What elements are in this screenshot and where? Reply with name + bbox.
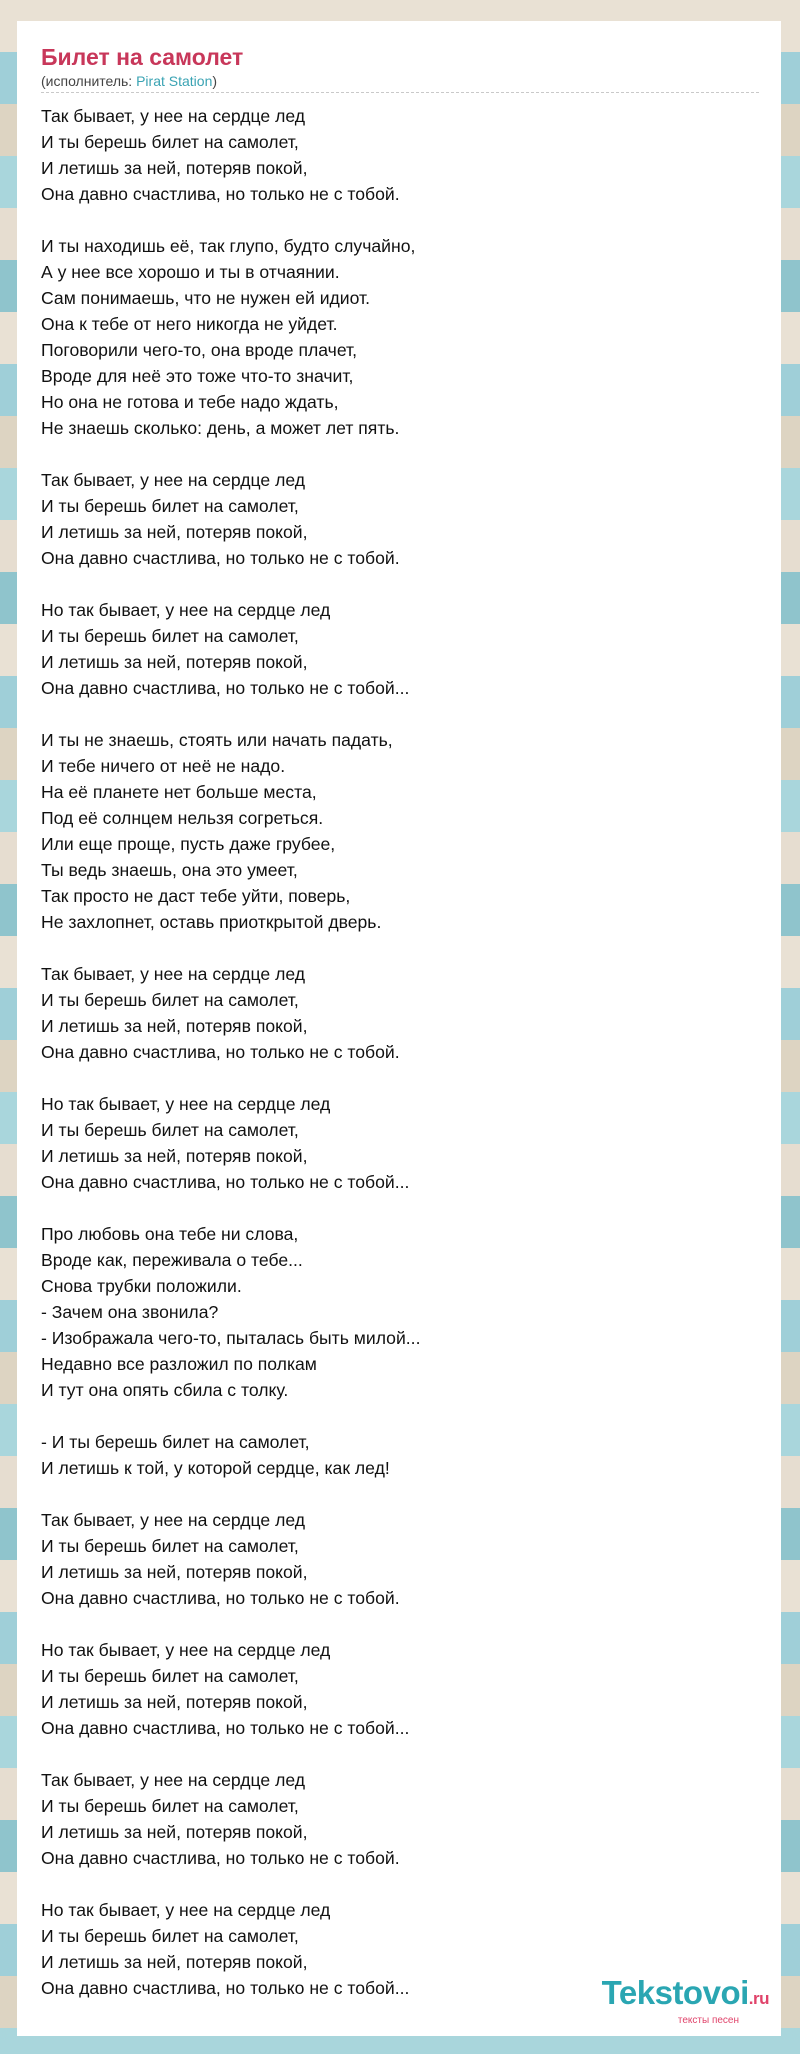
lyrics-line: И ты берешь билет на самолет, bbox=[41, 990, 299, 1010]
lyrics-stanza bbox=[41, 233, 761, 441]
lyrics-line: Не захлопнет, оставь приоткрытой дверь. bbox=[41, 912, 382, 932]
lyrics-line: Под её солнцем нельзя согреться. bbox=[41, 808, 324, 828]
lyrics-line: И ты берешь билет на самолет, bbox=[41, 626, 299, 646]
lyrics-stanza bbox=[41, 727, 761, 935]
lyrics-line: Так бывает, у нее на сердце лед bbox=[41, 470, 306, 490]
lyrics-line: Она давно счастлива, но только не с тобой. bbox=[41, 1848, 400, 1868]
logo-name: Tekstovoi bbox=[601, 1974, 749, 2011]
logo-tld: .ru bbox=[748, 1989, 769, 2008]
lyrics-line: И тебе ничего от неё не надо. bbox=[41, 756, 286, 776]
lyrics-line: Она давно счастлива, но только не с тобой... bbox=[41, 678, 410, 698]
lyrics-line: И летишь за ней, потеряв покой, bbox=[41, 522, 308, 542]
artist-link[interactable]: Pirat Station bbox=[136, 73, 213, 89]
lyrics-stanza bbox=[41, 1091, 761, 1195]
lyrics-line: И летишь за ней, потеряв покой, bbox=[41, 1822, 308, 1842]
lyrics-line: Она давно счастлива, но только не с тобой... bbox=[41, 1978, 410, 1998]
lyrics-line: И летишь за ней, потеряв покой, bbox=[41, 158, 308, 178]
lyrics-line: Про любовь она тебе ни слова, bbox=[41, 1224, 299, 1244]
lyrics-line: Или еще проще, пусть даже грубее, bbox=[41, 834, 336, 854]
lyrics-stanza bbox=[41, 597, 761, 701]
lyrics-line: Она давно счастлива, но только не с тобой. bbox=[41, 1042, 400, 1062]
lyrics-line: - Зачем она звонила? bbox=[41, 1302, 219, 1322]
lyrics-line: Она давно счастлива, но только не с тобой. bbox=[41, 1588, 400, 1608]
lyrics-line: Ты ведь знаешь, она это умеет, bbox=[41, 860, 298, 880]
lyrics-line: И ты берешь билет на самолет, bbox=[41, 1666, 299, 1686]
lyrics-line: И ты не знаешь, стоять или начать падать, bbox=[41, 730, 393, 750]
lyrics-line: Сам понимаешь, что не нужен ей идиот. bbox=[41, 288, 371, 308]
lyrics-line: Но так бывает, у нее на сердце лед bbox=[41, 1900, 331, 1920]
lyrics-line: И ты берешь билет на самолет, bbox=[41, 132, 299, 152]
lyrics-line: И ты берешь билет на самолет, bbox=[41, 1536, 299, 1556]
lyrics-stanza bbox=[41, 1507, 761, 1611]
lyrics-card bbox=[17, 21, 781, 2036]
lyrics-stanza bbox=[41, 1767, 761, 1871]
lyrics-line: Поговорили чего-то, она вроде плачет, bbox=[41, 340, 358, 360]
song-title: Билет на самолет bbox=[41, 44, 244, 70]
lyrics-line: Так бывает, у нее на сердце лед bbox=[41, 964, 306, 984]
lyrics-line: Вроде для неё это тоже что-то значит, bbox=[41, 366, 354, 386]
lyrics-line: Так бывает, у нее на сердце лед bbox=[41, 1510, 306, 1530]
lyrics-line: - Изображала чего-то, пыталась быть милой... bbox=[41, 1328, 421, 1348]
site-logo[interactable] bbox=[602, 1976, 769, 2026]
artist-suffix: ) bbox=[212, 73, 218, 89]
lyrics-line: И ты берешь билет на самолет, bbox=[41, 1120, 299, 1140]
lyrics-line: И летишь за ней, потеряв покой, bbox=[41, 1692, 308, 1712]
lyrics-line: И летишь за ней, потеряв покой, bbox=[41, 1952, 308, 1972]
lyrics-line: И ты находишь её, так глупо, будто случайно, bbox=[41, 236, 416, 256]
lyrics-stanza bbox=[41, 1221, 761, 1403]
lyrics-line: Так просто не даст тебе уйти, поверь, bbox=[41, 886, 351, 906]
lyrics-line: Не знаешь сколько: день, а может лет пять. bbox=[41, 418, 400, 438]
lyrics-line: И тут она опять сбила с толку. bbox=[41, 1380, 289, 1400]
lyrics-line: И летишь к той, у которой сердце, как лед! bbox=[41, 1458, 390, 1478]
lyrics-line: И ты берешь билет на самолет, bbox=[41, 1796, 299, 1816]
lyrics-line: А у нее все хорошо и ты в отчаянии. bbox=[41, 262, 340, 282]
lyrics-line: И летишь за ней, потеряв покой, bbox=[41, 652, 308, 672]
lyrics-line: Она давно счастлива, но только не с тобой... bbox=[41, 1172, 410, 1192]
lyrics-line: Снова трубки положили. bbox=[41, 1276, 242, 1296]
lyrics-stanza bbox=[41, 103, 761, 207]
logo-tagline: тексты песен bbox=[677, 2015, 739, 2026]
lyrics-line: Но так бывает, у нее на сердце лед bbox=[41, 1640, 331, 1660]
lyrics-line: Она к тебе от него никогда не уйдет. bbox=[41, 314, 338, 334]
lyrics-stanza bbox=[41, 467, 761, 571]
lyrics-stanza bbox=[41, 1429, 761, 1481]
lyrics-line: Так бывает, у нее на сердце лед bbox=[41, 106, 306, 126]
lyrics-line: Так бывает, у нее на сердце лед bbox=[41, 1770, 306, 1790]
lyrics-line: Она давно счастлива, но только не с тобой. bbox=[41, 184, 400, 204]
lyrics-line: И ты берешь билет на самолет, bbox=[41, 1926, 299, 1946]
lyrics-stanza bbox=[41, 961, 761, 1065]
lyrics-line: И летишь за ней, потеряв покой, bbox=[41, 1146, 308, 1166]
lyrics-stanza bbox=[41, 1637, 761, 1741]
artist-line bbox=[41, 71, 759, 93]
lyrics-line: Но она не готова и тебе надо ждать, bbox=[41, 392, 339, 412]
lyrics-line: - И ты берешь билет на самолет, bbox=[41, 1432, 310, 1452]
lyrics-line: На её планете нет больше места, bbox=[41, 782, 317, 802]
lyrics-line: Но так бывает, у нее на сердце лед bbox=[41, 1094, 331, 1114]
lyrics-line: И летишь за ней, потеряв покой, bbox=[41, 1562, 308, 1582]
lyrics-line: Вроде как, переживала о тебе... bbox=[41, 1250, 303, 1270]
artist-prefix: (исполнитель: bbox=[41, 73, 137, 89]
song-header bbox=[41, 43, 759, 93]
lyrics-line: Она давно счастлива, но только не с тобой. bbox=[41, 548, 400, 568]
lyrics-line: И ты берешь билет на самолет, bbox=[41, 496, 299, 516]
lyrics-body bbox=[41, 103, 761, 2027]
lyrics-line: Она давно счастлива, но только не с тобой... bbox=[41, 1718, 410, 1738]
lyrics-line: Недавно все разложил по полкам bbox=[41, 1354, 317, 1374]
lyrics-line: Но так бывает, у нее на сердце лед bbox=[41, 600, 331, 620]
lyrics-line: И летишь за ней, потеряв покой, bbox=[41, 1016, 308, 1036]
